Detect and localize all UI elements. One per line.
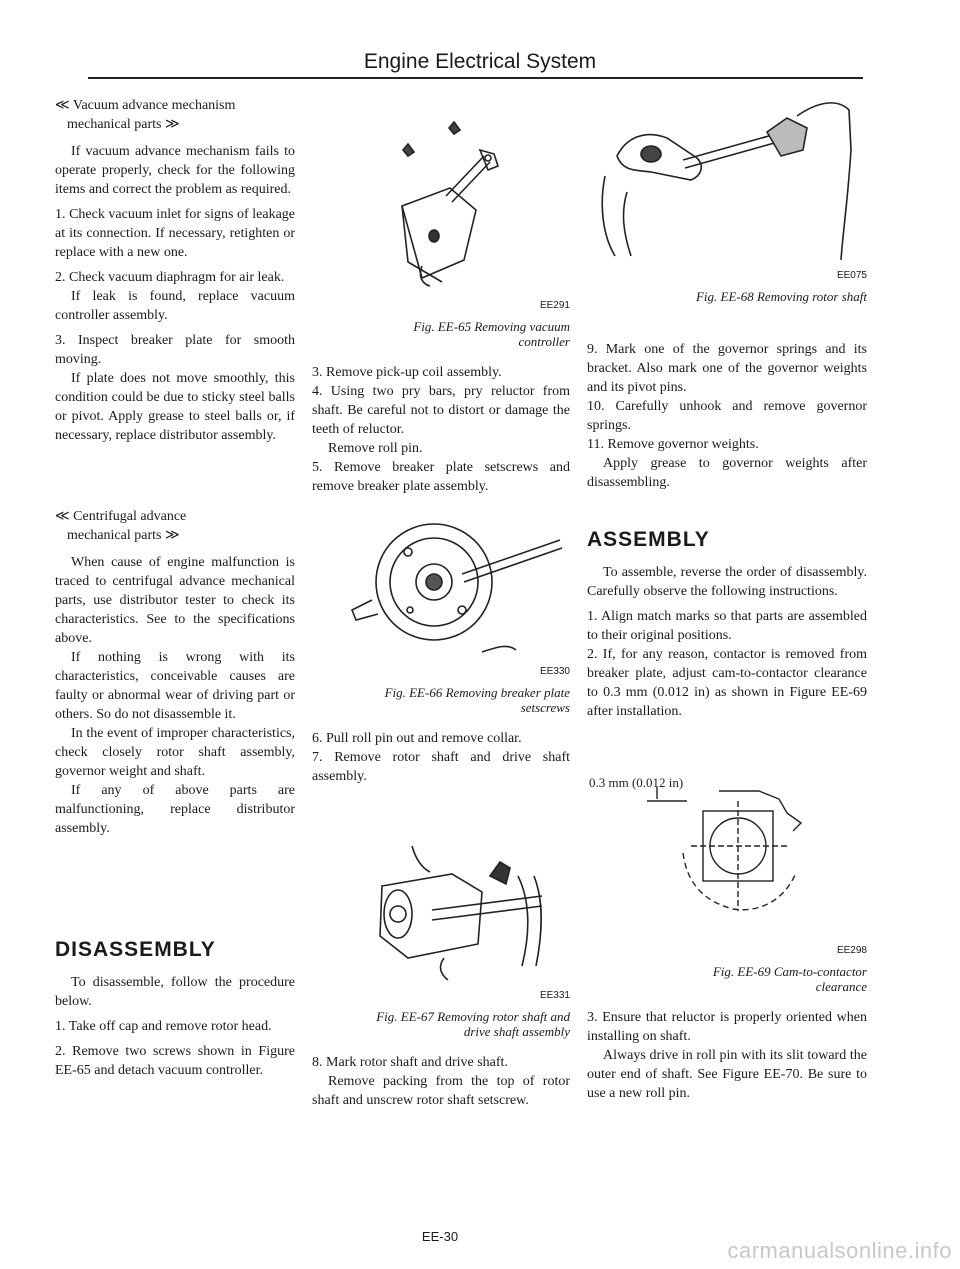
figure-ee-69 [587, 771, 867, 994]
figure-caption [587, 289, 867, 304]
step-1: 1. Align match marks so that parts are assembled to their original positions. [587, 609, 867, 643]
step-8: 8. Mark rotor shaft and drive shaft. [312, 1055, 508, 1070]
disassembly-heading: DISASSEMBLY [55, 938, 216, 961]
step-7: 7. Remove rotor shaft and drive shaft assembly. [312, 750, 570, 784]
caption-line1: Fig. EE-68 Removing rotor shaft [695, 289, 867, 304]
step-11-detail: Apply grease to governor weights after disassembling. [587, 456, 867, 490]
centrifugal-subheading [55, 507, 295, 545]
caption-line2: clearance [815, 979, 867, 994]
column-3 [587, 96, 867, 1109]
figure-code: EE331 [539, 990, 570, 1001]
step-2-detail: If leak is found, replace vacuum controller assembly. [55, 289, 295, 323]
step-10: 10. Carefully unhook and remove governor springs. [587, 399, 867, 433]
vacuum-subheading [55, 96, 295, 134]
step-3-detail: Always drive in roll pin with its slit toward the outer end of shaft. See Figure EE-70. Be sure to use a new roll pin. [587, 1048, 867, 1101]
figure-caption [312, 1009, 570, 1039]
step-2: 2. Check vacuum diaphragm for air leak. [55, 270, 285, 285]
paragraph: If nothing is wrong with its characteristics, conceivable causes are faulty or abnormal wear of driving part or others. So do not disassemble it. [55, 650, 295, 722]
page-number: EE-30 [421, 1229, 459, 1244]
paragraph: If any of above parts are malfunctioning, replace distributor assembly. [55, 783, 295, 836]
step-3-detail: If plate does not move smoothly, this condition could be due to sticky steel balls or pivot. Apply grease to steel balls or, if necessary, replace distributor assembly. [55, 371, 295, 443]
caption-line1: Fig. EE-66 Removing breaker plate [384, 685, 570, 700]
paragraph: If vacuum advance mechanism fails to operate properly, check for the following items and correct the problem as required. [55, 144, 295, 197]
cam-contactor-illustration [587, 771, 867, 941]
step-3: 3. Ensure that reluctor is properly oriented when installing on shaft. [587, 1010, 867, 1044]
rotor-shaft-illustration [312, 836, 570, 986]
figure-code: EE330 [539, 666, 570, 677]
caption-line2: drive shaft assembly [463, 1024, 570, 1039]
step-11: 11. Remove governor weights. [587, 437, 759, 452]
figure-ee-67 [312, 836, 570, 1039]
assembly-heading: ASSEMBLY [587, 528, 710, 551]
step-2: 2. If, for any reason, contactor is removed from breaker plate, adjust cam-to-contactor clearance to 0.3 mm (0.012 in) as shown in Figure EE-69 after installation. [587, 647, 867, 719]
vacuum-subheading-line2: mechanical parts ≫ [67, 117, 180, 132]
step-2: 2. Remove two screws shown in Figure EE-65 and detach vacuum controller. [55, 1044, 295, 1078]
caption-line1: Fig. EE-65 Removing vacuum [413, 319, 570, 334]
figure-caption [312, 685, 570, 715]
centrifugal-subheading-line2: mechanical parts ≫ [67, 528, 180, 543]
header-rule [88, 77, 863, 79]
breaker-plate-illustration [312, 502, 570, 662]
figure-code: EE298 [836, 945, 867, 956]
figure-code: EE075 [836, 270, 867, 281]
caption-line2: controller [518, 334, 570, 349]
step-1: 1. Take off cap and remove rotor head. [55, 1019, 272, 1034]
step-4-detail: Remove roll pin. [328, 441, 423, 456]
caption-line1: Fig. EE-67 Removing rotor shaft and [376, 1009, 570, 1024]
vacuum-controller-illustration [312, 96, 570, 296]
column-2 [312, 96, 570, 1116]
step-9: 9. Mark one of the governor springs and its bracket. Also mark one of the governor weights and its pivot pins. [587, 342, 867, 395]
watermark: carmanualsonline.info [727, 1238, 952, 1263]
step-5: 5. Remove breaker plate setscrews and remove breaker plate assembly. [312, 460, 570, 494]
figure-caption [587, 964, 867, 994]
paragraph: When cause of engine malfunction is traced to centrifugal advance mechanical parts, use distributor tester to check its characteristics. See to the specifications above. [55, 555, 295, 646]
step-6: 6. Pull roll pin out and remove collar. [312, 731, 522, 746]
figure-caption [312, 319, 570, 349]
step-1: 1. Check vacuum inlet for signs of leakage at its connection. If necessary, retighten or replace with a new one. [55, 207, 295, 260]
figure-ee-66 [312, 502, 570, 715]
step-3: 3. Inspect breaker plate for smooth moving. [55, 333, 295, 367]
figure-code: EE291 [539, 300, 570, 311]
paragraph: In the event of improper characteristics, check closely rotor shaft assembly, governor weight and shaft. [55, 726, 295, 779]
figure-ee-65 [312, 96, 570, 349]
vacuum-subheading-line1: ≪ Vacuum advance mechanism [55, 98, 236, 113]
page-header: Engine Electrical System [363, 50, 597, 73]
step-3: 3. Remove pick-up coil assembly. [312, 365, 502, 380]
caption-line2: setscrews [520, 700, 570, 715]
clearance-label: 0.3 mm (0.012 in) [589, 775, 684, 790]
paragraph: To assemble, reverse the order of disassembly. Carefully observe the following instructions. [587, 565, 867, 599]
caption-line1: Fig. EE-69 Cam-to-contactor [712, 964, 867, 979]
column-1 [55, 96, 295, 1086]
step-4: 4. Using two pry bars, pry reluctor from shaft. Be careful not to distort or damage the teeth of reluctor. [312, 384, 570, 437]
centrifugal-subheading-line1: ≪ Centrifugal advance [55, 509, 187, 524]
removing-rotor-shaft-illustration [587, 96, 867, 266]
figure-ee-68 [587, 96, 867, 304]
step-8-detail: Remove packing from the top of rotor shaft and unscrew rotor shaft setscrew. [312, 1074, 570, 1108]
paragraph: To disassemble, follow the procedure below. [55, 975, 295, 1009]
